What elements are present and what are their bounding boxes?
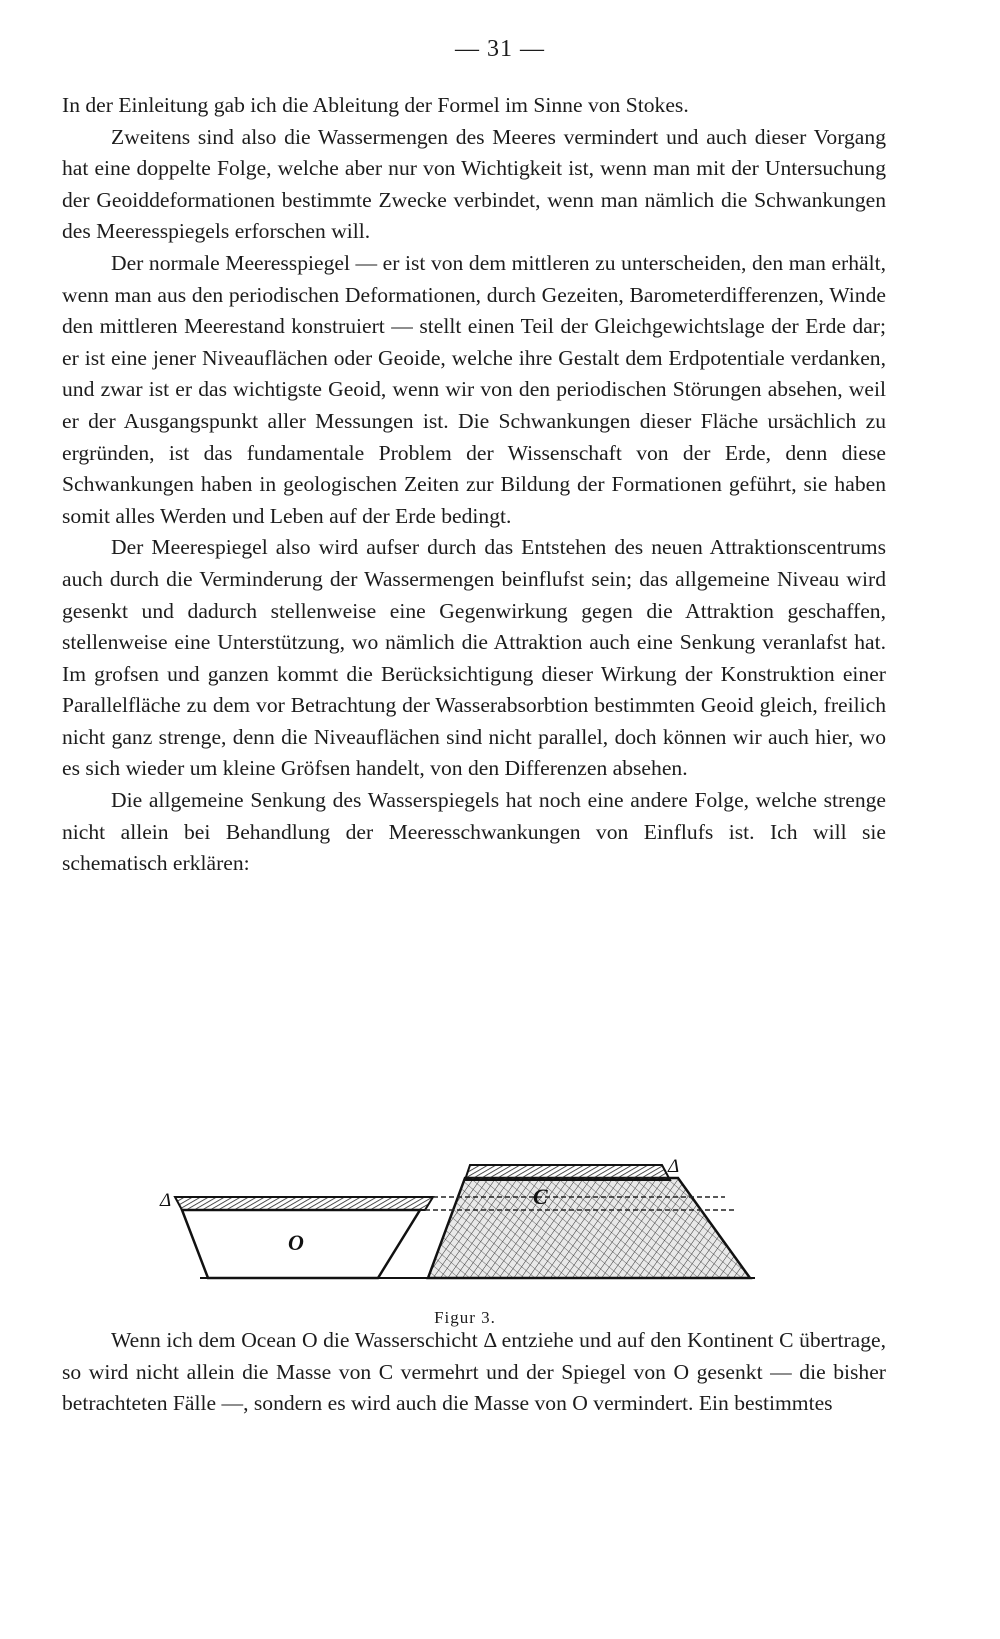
page-number: — 31 — (455, 36, 545, 62)
paragraph: Der normale Meeresspiegel — er ist von dem mittleren zu unterscheiden, den man erhält, wenn man aus den periodischen Deformationen, durch Gezeiten, Barometerdifferenzen, Winde den mittleren Meerestand konstruiert — stellt einen Teil der Gleichgewichtslage der Erde dar; er ist eine jener Niveauflächen oder Geoide, welche ihre Gestalt dem Erdpotentiale verdanken, und zwar ist er das wichtigste Geoid, wenn wir von den periodischen Störungen absehen, weil er der Ausgangspunkt aller Messungen ist. Die Schwankungen dieser Fläche ursächlich zu ergründen, ist das fundamentale Problem der Wissenschaft von der Erde, denn diese Schwankungen haben in geologischen Zeiten zur Bildung der Formationen geführt, sie haben somit alles Werden und Leben auf der Erde bedingt. (62, 250, 886, 528)
layer-on-continent (465, 1165, 670, 1180)
paragraph: Die allgemeine Senkung des Wasserspiegels hat noch eine andere Folge, welche strenge nicht allein bei Behandlung der Meeresschwankungen von Einflufs ist. Ich will sie schematisch erklären: (62, 788, 886, 876)
ocean-label: O (288, 1230, 304, 1255)
paragraph: In der Einleitung gab ich die Ableitung der Formel im Sinne von Stokes. (62, 93, 689, 117)
continent-mass (420, 1168, 760, 1288)
layer-on-ocean (175, 1197, 433, 1210)
body-text (62, 90, 886, 880)
continent-label: C (533, 1184, 548, 1209)
paragraph: Wenn ich dem Ocean O die Wasserschicht Δ entziehe und auf den Kontinent C übertrage, so wird nicht allein die Masse von C vermehrt und der Spiegel von O gesenkt — die bisher betrachteten Fälle —, sondern es wird auch die Masse von O vermindert. Ein bestimmtes (62, 1328, 886, 1416)
body-text-continued (62, 1325, 886, 1420)
figure-caption: Figur 3. (434, 1308, 496, 1327)
paragraph: Zweitens sind also die Wassermengen des Meeres vermindert und auch dieser Vorgang hat eine doppelte Folge, welche aber nur von Wichtigkeit ist, wenn man mit der Untersuchung der Geoiddeformationen bestimmte Zwecke verbindet, wenn man nämlich die Schwankungen des Meeresspiegels erforschen will. (62, 124, 886, 244)
delta-label-left: Δ (160, 1190, 172, 1211)
delta-label-right: Δ (668, 1156, 680, 1177)
figure-3 (150, 1138, 780, 1338)
figure-diagram (150, 1138, 780, 1303)
paragraph: Der Meerespiegel also wird aufser durch das Entstehen des neuen Attraktionscentrums auch durch die Verminderung der Wassermengen beinflufst sein; das allgemeine Niveau wird gesenkt und dadurch stellenweise eine Gegenwirkung gegen die Attraktion geschaffen, stellenweise eine Unterstützung, wo nämlich die Attraktion auch eine Senkung veranlafst hat. Im grofsen und ganzen kommt die Berücksichtigung dieser Wirkung der Konstruktion einer Parallelfläche zu dem vor Betrachtung der Wasserabsorbtion bestimmten Geoid gleich, freilich nicht ganz strenge, denn die Niveauflächen sind nicht parallel, doch können wir auch hier, wo es sich wieder um kleine Gröfsen handelt, von den Differenzen absehen. (62, 535, 886, 781)
